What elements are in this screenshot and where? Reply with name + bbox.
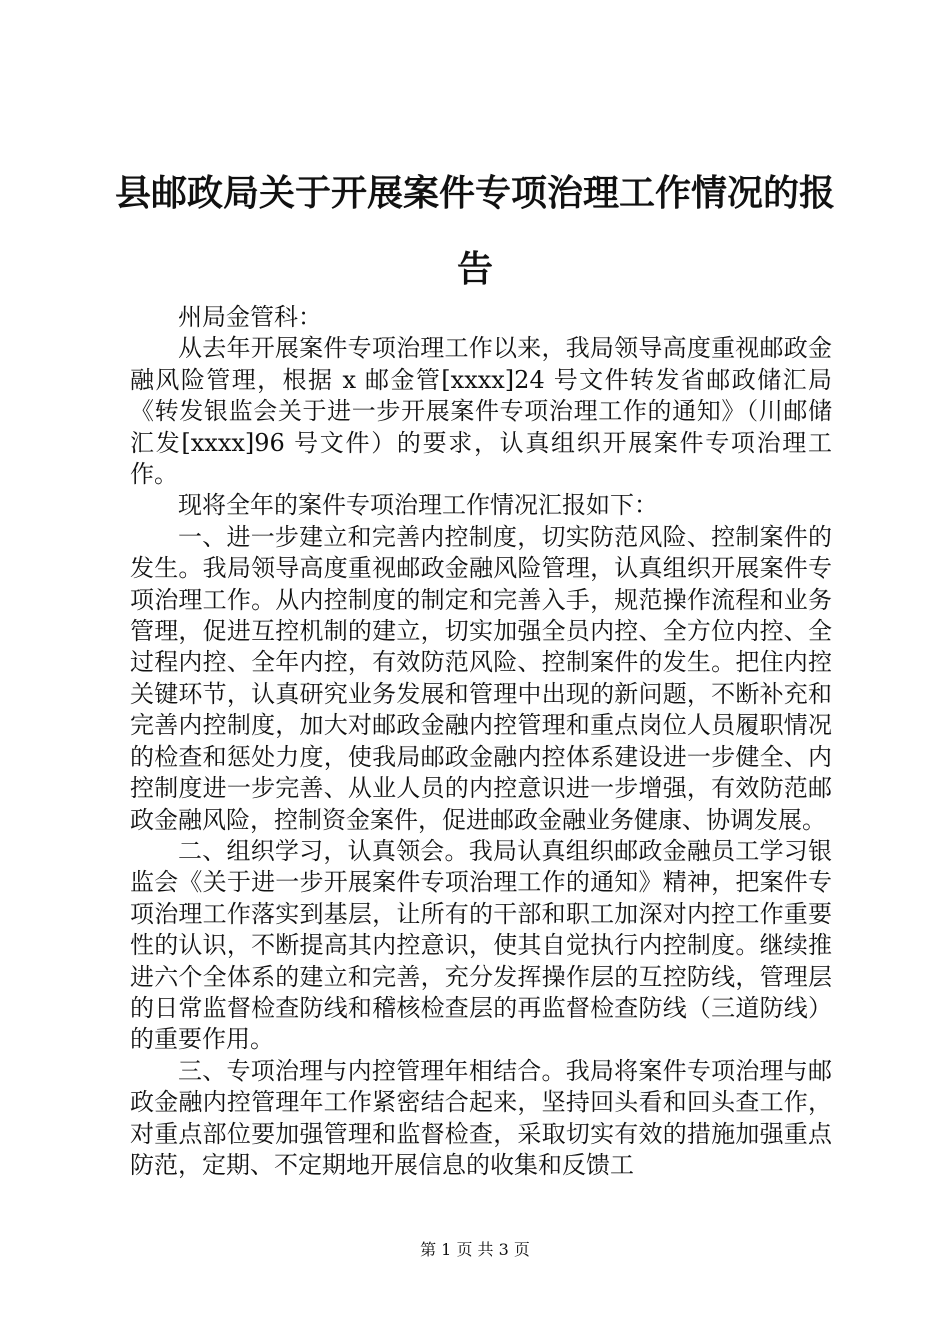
paragraph-summary-lead: 现将全年的案件专项治理工作情况汇报如下： <box>178 491 658 520</box>
salutation: 州局金管科： <box>178 303 322 331</box>
document-body <box>130 302 832 1181</box>
document-title: 县邮政局关于开展案件专项治理工作情况的报告 <box>114 173 835 290</box>
page-footer: 第 1 页 共 3 页 <box>420 1240 530 1259</box>
paragraph-section-3: 三、专项治理与内控管理年相结合。我局将案件专项治理与邮政金融内控管理年工作紧密结合起来，坚持回头看和回头查工作，对重点部位要加强管理和监督检查，采取切实有效的措施加强重点防范，定期、不定期地开展信息的收集和反馈工 <box>130 1056 832 1179</box>
paragraph-section-1: 一、进一步建立和完善内控制度，切实防范风险、控制案件的发生。我局领导高度重视邮政金融风险管理，认真组织开展案件专项治理工作。从内控制度的制定和完善入手，规范操作流程和业务管理，促进互控机制的建立，切实加强全员内控、全方位内控、全过程内控、全年内控，有效防范风险、控制案件的发生。把住内控关键环节，认真研究业务发展和管理中出现的新问题，不断补充和完善内控制度，加大对邮政金融内控管理和重点岗位人员履职情况的检查和惩处力度，使我局邮政金融内控体系建设进一步健全、内控制度进一步完善、从业人员的内控意识进一步增强，有效防范邮政金融风险，控制资金案件，促进邮政金融业务健康、协调发展。 <box>130 522 832 834</box>
paragraph-intro: 从去年开展案件专项治理工作以来，我局领导高度重视邮政金融风险管理，根据 x 邮金管[xxxx]24 号文件转发省邮政储汇局《转发银监会关于进一步开展案件专项治理工作的通知》（川邮储汇发[xxxx]96 号文件）的要求，认真组织开展案件专项治理工作。 <box>130 334 832 489</box>
paragraph-section-2: 二、组织学习，认真领会。我局认真组织邮政金融员工学习银监会《关于进一步开展案件专项治理工作的通知》精神，把案件专项治理工作落实到基层，让所有的干部和职工加深对内控工作重要性的认识，不断提高其内控意识，使其自觉执行内控制度。继续推进六个全体系的建立和完善，充分发挥操作层的互控防线，管理层的日常监督检查防线和稽核检查层的再监督检查防线（三道防线）的重要作用。 <box>130 836 832 1054</box>
